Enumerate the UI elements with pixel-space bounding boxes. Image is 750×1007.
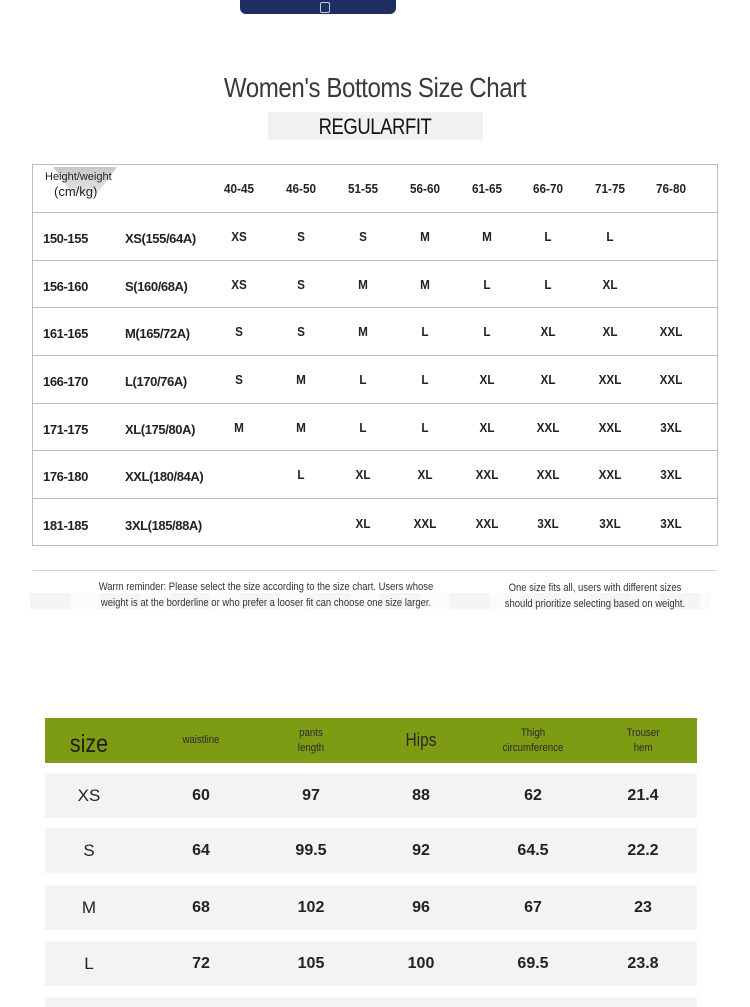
- height-weight-unit: (cm/kg): [54, 184, 98, 199]
- measurement-row: [45, 828, 697, 873]
- measurement-value-cell: 100: [407, 954, 435, 972]
- trouser-hem-header: Trouser hem: [626, 726, 660, 754]
- size-value-cell: XXL: [598, 467, 622, 483]
- size-grid-table: [32, 164, 718, 546]
- pants-length-header: pants length: [297, 726, 325, 754]
- size-value-cell: M: [358, 324, 368, 340]
- size-code-cell: 3XL(185/88A): [125, 517, 202, 533]
- measurement-value-cell: 22.2: [627, 841, 659, 859]
- measurement-table: [45, 718, 697, 973]
- measurement-size-cell: M: [81, 897, 97, 917]
- size-value-cell: XXL: [598, 419, 622, 435]
- measurement-value-cell: 68: [192, 898, 210, 916]
- size-value-cell: M: [234, 419, 244, 435]
- size-value-cell: L: [421, 324, 429, 340]
- size-code-cell: XXL(180/84A): [125, 469, 204, 485]
- size-value-cell: 3XL: [660, 419, 682, 435]
- size-value-cell: XXL: [598, 371, 622, 387]
- size-value-cell: S: [235, 371, 243, 387]
- measurement-row: [45, 941, 697, 986]
- size-value-cell: XXL: [413, 515, 437, 531]
- size-value-cell: XS: [231, 228, 247, 244]
- measurement-value-cell: 62: [524, 786, 542, 804]
- size-value-cell: XL: [355, 515, 371, 531]
- size-value-cell: XL: [355, 467, 371, 483]
- height-range-cell: 150-155: [43, 230, 88, 246]
- size-value-cell: XS: [231, 276, 247, 292]
- measurement-value-cell: 67: [524, 898, 542, 916]
- measurement-row-partial: [45, 997, 697, 1007]
- size-value-cell: XL: [479, 371, 495, 387]
- measurement-value-cell: 69.5: [517, 954, 549, 972]
- size-value-cell: [276, 499, 326, 549]
- measurement-table-header: [45, 718, 697, 763]
- hips-header: Hips: [405, 730, 437, 750]
- size-code-cell: L(170/76A): [125, 373, 187, 389]
- weight-header-71-75: 71-75: [595, 181, 625, 196]
- height-range-cell: 181-185: [43, 517, 88, 533]
- size-code-cell: M(165/72A): [125, 326, 190, 342]
- size-value-cell: L: [359, 371, 367, 387]
- measurement-value-cell: 88: [412, 786, 430, 804]
- size-code-cell: XL(175/80A): [125, 421, 196, 437]
- measurement-value-cell: 23: [634, 898, 652, 916]
- measurement-value-cell: 92: [412, 841, 430, 859]
- size-value-cell: M: [296, 371, 306, 387]
- size-value-cell: [646, 213, 696, 262]
- size-value-cell: S: [297, 324, 305, 340]
- measurement-value-cell: 64: [192, 841, 210, 859]
- size-grid-row: [33, 308, 717, 356]
- size-value-cell: S: [297, 228, 305, 244]
- height-weight-label: Height/weight: [45, 171, 112, 183]
- measurement-value-cell: 23.8: [627, 954, 659, 972]
- size-grid-row: [33, 261, 717, 309]
- size-value-cell: M: [420, 228, 430, 244]
- size-grid-row: [33, 499, 717, 547]
- size-code-cell: S(160/68A): [125, 278, 188, 294]
- measurement-value-cell: 97: [302, 786, 320, 804]
- size-value-cell: XXL: [659, 371, 683, 387]
- size-value-cell: L: [421, 371, 429, 387]
- size-value-cell: S: [359, 228, 367, 244]
- height-range-cell: 161-165: [43, 326, 88, 342]
- weight-header-61-65: 61-65: [472, 181, 502, 196]
- measurement-size-cell: L: [84, 953, 94, 973]
- weight-header-51-55: 51-55: [348, 181, 378, 196]
- size-value-cell: XXL: [475, 467, 499, 483]
- measurement-value-cell: 105: [297, 954, 325, 972]
- size-value-cell: L: [606, 228, 614, 244]
- weight-header-40-45: 40-45: [224, 181, 254, 196]
- size-value-cell: L: [483, 276, 491, 292]
- size-value-cell: XXL: [475, 515, 499, 531]
- size-value-cell: XXL: [536, 419, 560, 435]
- size-value-cell: [646, 261, 696, 310]
- size-grid-row: [33, 213, 717, 261]
- size-value-cell: M: [358, 276, 368, 292]
- size-value-cell: S: [235, 324, 243, 340]
- size-value-cell: XL: [479, 419, 495, 435]
- size-code-cell: XS(155/64A): [125, 230, 196, 246]
- height-range-cell: 156-160: [43, 278, 88, 294]
- measurement-value-cell: 102: [297, 898, 325, 916]
- measurement-row: [45, 885, 697, 930]
- size-grid-row: [33, 356, 717, 404]
- size-value-cell: L: [297, 467, 305, 483]
- size-value-cell: XXL: [536, 467, 560, 483]
- size-value-cell: XL: [417, 467, 433, 483]
- one-size-note: One size fits all, users with different sizes should prioritize selecting based on weight.: [504, 582, 686, 610]
- weight-header-76-80: 76-80: [656, 181, 686, 196]
- size-value-cell: L: [421, 419, 429, 435]
- measurement-value-cell: 21.4: [627, 786, 659, 804]
- height-weight-header: [45, 171, 113, 198]
- height-range-cell: 171-175: [43, 421, 88, 437]
- zipper-pull-icon: [320, 2, 330, 13]
- measurement-value-cell: 99.5: [295, 841, 327, 859]
- measurement-size-cell: XS: [77, 785, 101, 805]
- thigh-circumference-header: Thigh circumference: [502, 726, 564, 754]
- size-value-cell: XL: [540, 371, 556, 387]
- size-value-cell: M: [420, 276, 430, 292]
- size-value-cell: L: [483, 324, 491, 340]
- height-range-cell: 166-170: [43, 373, 88, 389]
- product-image-strip: [240, 0, 396, 14]
- size-value-cell: 3XL: [660, 515, 682, 531]
- height-range-cell: 176-180: [43, 469, 88, 485]
- measurement-size-cell: S: [83, 840, 95, 860]
- size-grid-row: [33, 452, 717, 500]
- warm-reminder-note: Warm reminder: Please select the size according to the size chart. Users whose weight is at the borderline or who prefer a looser fit can choose one size larger.: [98, 581, 434, 609]
- chart-subtitle: REGULARFIT: [318, 114, 432, 139]
- size-value-cell: 3XL: [660, 467, 682, 483]
- size-value-cell: S: [297, 276, 305, 292]
- size-value-cell: XL: [602, 324, 618, 340]
- weight-header-56-60: 56-60: [410, 181, 440, 196]
- size-value-cell: 3XL: [537, 515, 559, 531]
- measurement-value-cell: 96: [412, 898, 430, 916]
- size-value-cell: XL: [602, 276, 618, 292]
- waistline-header: waistline: [182, 734, 220, 746]
- size-value-cell: M: [296, 419, 306, 435]
- measurement-value-cell: 60: [192, 786, 210, 804]
- size-value-cell: 3XL: [599, 515, 621, 531]
- notes-divider: [33, 570, 717, 571]
- measurement-row: [45, 773, 697, 818]
- size-value-cell: XXL: [659, 324, 683, 340]
- size-header: size: [69, 730, 109, 758]
- size-value-cell: XL: [540, 324, 556, 340]
- size-grid-row: [33, 404, 717, 452]
- weight-header-66-70: 66-70: [533, 181, 563, 196]
- size-value-cell: L: [359, 419, 367, 435]
- size-value-cell: L: [544, 228, 552, 244]
- measurement-value-cell: 72: [192, 954, 210, 972]
- weight-header-46-50: 46-50: [286, 181, 316, 196]
- size-value-cell: [214, 452, 264, 501]
- measurement-value-cell: 64.5: [517, 841, 549, 859]
- size-grid-header-row: [33, 165, 717, 213]
- size-value-cell: M: [482, 228, 492, 244]
- size-value-cell: L: [544, 276, 552, 292]
- size-value-cell: [214, 499, 264, 549]
- chart-title: Women's Bottoms Size Chart: [223, 72, 527, 103]
